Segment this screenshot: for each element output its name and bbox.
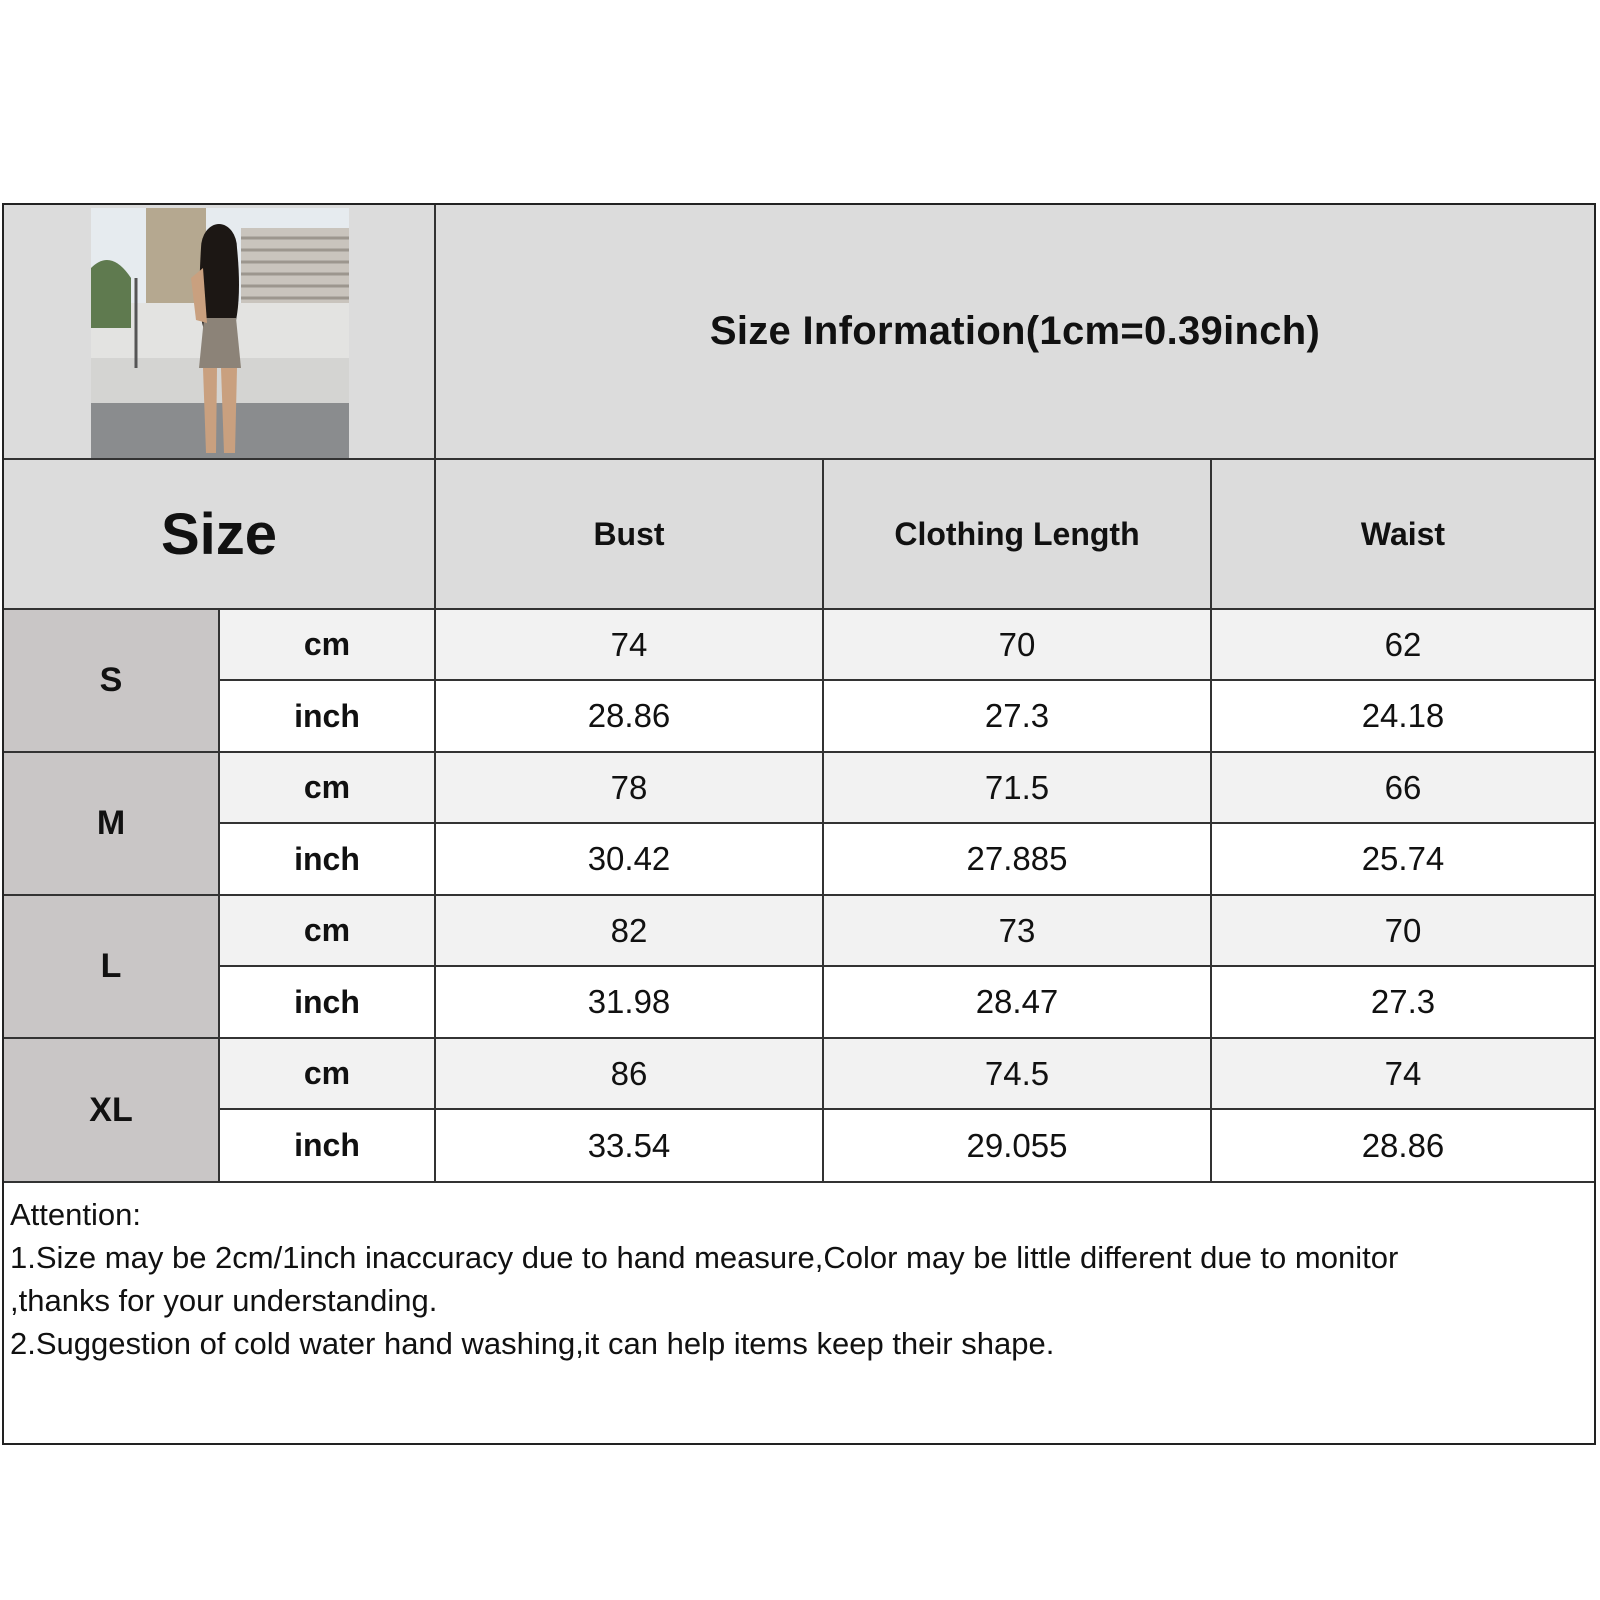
column-header-label: Waist <box>1360 515 1446 552</box>
cell-value: 74.5 <box>984 1054 1050 1092</box>
table-cell <box>436 610 824 681</box>
cell-value: 27.885 <box>966 840 1068 877</box>
table-cell <box>436 1039 824 1110</box>
table-cell <box>824 1110 1212 1183</box>
size-label: XL <box>89 1090 133 1129</box>
table-cell <box>1212 753 1594 824</box>
table-cell <box>824 824 1212 896</box>
unit-cell <box>220 681 436 753</box>
unit-cell <box>220 1110 436 1183</box>
table-cell <box>1212 681 1594 753</box>
cell-value: 78 <box>610 768 648 806</box>
table-cell <box>824 967 1212 1039</box>
size-label: L <box>100 947 122 985</box>
unit-cell <box>220 896 436 967</box>
cell-value: 29.055 <box>966 1126 1068 1164</box>
note-line: 1.Size may be 2cm/1inch inaccuracy due to hand measure,Color may be little different due to monitor <box>10 1240 1399 1275</box>
size-label-cell <box>4 753 220 896</box>
unit-cell <box>220 1039 436 1110</box>
unit-cell <box>220 824 436 896</box>
size-header: Size <box>160 501 278 567</box>
attention-notes <box>4 1187 1594 1371</box>
unit-label: cm <box>303 626 351 662</box>
table-cell <box>1212 1110 1594 1183</box>
unit-cell <box>220 610 436 681</box>
cell-value: 31.98 <box>587 983 671 1020</box>
product-photo-image <box>91 208 349 458</box>
table-cell <box>824 753 1212 824</box>
table-cell <box>436 1110 824 1183</box>
size-label: M <box>96 804 126 842</box>
table-cell <box>1212 967 1594 1039</box>
size-label-cell <box>4 610 220 753</box>
unit-cell <box>220 967 436 1039</box>
size-header-cell <box>4 460 436 610</box>
size-label-cell <box>4 896 220 1039</box>
size-label: S <box>99 661 123 699</box>
photo-cell <box>4 205 436 460</box>
cell-value: 30.42 <box>587 840 671 877</box>
column-header-waist <box>1212 460 1594 610</box>
page-title: Size Information(1cm=0.39inch) <box>709 309 1321 353</box>
unit-label: inch <box>294 983 360 1020</box>
column-header-label: Clothing Length <box>894 515 1140 552</box>
cell-value: 74 <box>610 625 648 663</box>
cell-value: 70 <box>1384 911 1422 949</box>
table-cell <box>436 824 824 896</box>
cell-value: 73 <box>998 911 1036 949</box>
cell-value: 86 <box>610 1054 648 1092</box>
unit-label: inch <box>294 697 360 734</box>
cell-value: 27.3 <box>1370 983 1436 1020</box>
table-cell <box>436 967 824 1039</box>
column-header-clothing-length <box>824 460 1212 610</box>
title-cell <box>436 205 1594 460</box>
cell-value: 66 <box>1384 768 1422 806</box>
cell-value: 27.3 <box>984 697 1050 734</box>
column-header-bust <box>436 460 824 610</box>
table-cell <box>824 681 1212 753</box>
table-cell <box>1212 1039 1594 1110</box>
notes-heading: Attention: <box>10 1197 141 1232</box>
column-header-label: Bust <box>593 515 665 552</box>
table-cell <box>824 1039 1212 1110</box>
cell-value: 33.54 <box>587 1126 671 1164</box>
cell-value: 25.74 <box>1361 840 1445 877</box>
cell-value: 70 <box>998 625 1036 663</box>
cell-value: 28.86 <box>587 697 671 734</box>
size-chart <box>2 203 1596 1445</box>
product-photo <box>91 208 349 458</box>
table-cell <box>436 896 824 967</box>
table-cell <box>436 681 824 753</box>
size-label-cell <box>4 1039 220 1183</box>
cell-value: 28.47 <box>975 983 1059 1020</box>
cell-value: 28.86 <box>1361 1126 1445 1164</box>
unit-label: cm <box>303 912 351 948</box>
note-line: ,thanks for your understanding. <box>10 1283 438 1318</box>
unit-label: inch <box>294 1127 360 1163</box>
cell-value: 62 <box>1384 625 1422 663</box>
table-cell <box>436 753 824 824</box>
cell-value: 71.5 <box>984 768 1050 806</box>
note-line: 2.Suggestion of cold water hand washing,it can help items keep their shape. <box>10 1326 1055 1361</box>
cell-value: 24.18 <box>1361 697 1445 734</box>
table-cell <box>824 610 1212 681</box>
cell-value: 82 <box>610 911 648 949</box>
table-cell <box>1212 896 1594 967</box>
unit-label: cm <box>303 1055 351 1091</box>
table-cell <box>1212 824 1594 896</box>
unit-label: inch <box>294 840 360 877</box>
cell-value: 74 <box>1384 1054 1422 1092</box>
unit-cell <box>220 753 436 824</box>
table-cell <box>824 896 1212 967</box>
table-cell <box>1212 610 1594 681</box>
unit-label: cm <box>303 769 351 805</box>
